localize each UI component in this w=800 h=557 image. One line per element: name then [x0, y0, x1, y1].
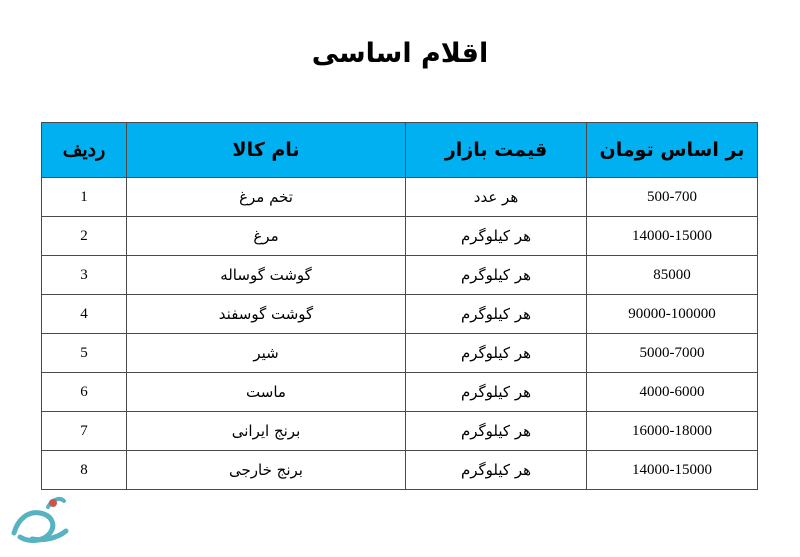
cell-goods: شیر [127, 334, 406, 373]
table-row [42, 256, 758, 295]
cell-goods: گوشت گوساله [127, 256, 406, 295]
cell-index: 5 [42, 334, 127, 373]
cell-price: 5000-7000 [587, 334, 758, 373]
cell-goods: گوشت گوسفند [127, 295, 406, 334]
cell-price: 16000-18000 [587, 412, 758, 451]
column-header-goods-name: نام کالا [127, 123, 406, 178]
table-row [42, 334, 758, 373]
cell-price: 4000-6000 [587, 373, 758, 412]
cell-goods: مرغ [127, 217, 406, 256]
cell-index: 8 [42, 451, 127, 490]
table-row [42, 217, 758, 256]
cell-price: 14000-15000 [587, 451, 758, 490]
table-body [42, 178, 758, 490]
table-row [42, 178, 758, 217]
cell-unit: هر کیلوگرم [406, 217, 587, 256]
cell-price: 500-700 [587, 178, 758, 217]
table-row [42, 412, 758, 451]
cell-unit: هر کیلوگرم [406, 373, 587, 412]
cell-index: 7 [42, 412, 127, 451]
cell-index: 3 [42, 256, 127, 295]
cell-unit: هر کیلوگرم [406, 451, 587, 490]
cell-index: 6 [42, 373, 127, 412]
cell-goods: ماست [127, 373, 406, 412]
table-header-row [42, 123, 758, 178]
cell-index: 4 [42, 295, 127, 334]
table-row [42, 373, 758, 412]
cell-goods: برنج خارجی [127, 451, 406, 490]
table-row [42, 295, 758, 334]
cell-unit: هر کیلوگرم [406, 334, 587, 373]
page-title: اقلام اساسی [311, 38, 489, 69]
essential-items-table [41, 122, 758, 490]
cell-goods: برنج ایرانی [127, 412, 406, 451]
cell-unit: هر کیلوگرم [406, 256, 587, 295]
cell-price: 90000-100000 [587, 295, 758, 334]
items-table-container [42, 122, 758, 490]
cell-index: 1 [42, 178, 127, 217]
column-header-market-price: قیمت بازار [406, 123, 587, 178]
column-header-price-basis: بر اساس تومان [587, 123, 758, 178]
cell-unit: هر کیلوگرم [406, 295, 587, 334]
cell-unit: هر عدد [406, 178, 587, 217]
cell-index: 2 [42, 217, 127, 256]
table-header [42, 123, 758, 178]
cell-unit: هر کیلوگرم [406, 412, 587, 451]
cell-price: 14000-15000 [587, 217, 758, 256]
table-row [42, 451, 758, 490]
cell-goods: تخم مرغ [127, 178, 406, 217]
cell-price: 85000 [587, 256, 758, 295]
column-header-row-index: ردیف [42, 123, 127, 178]
watermark-logo-icon [8, 489, 86, 551]
